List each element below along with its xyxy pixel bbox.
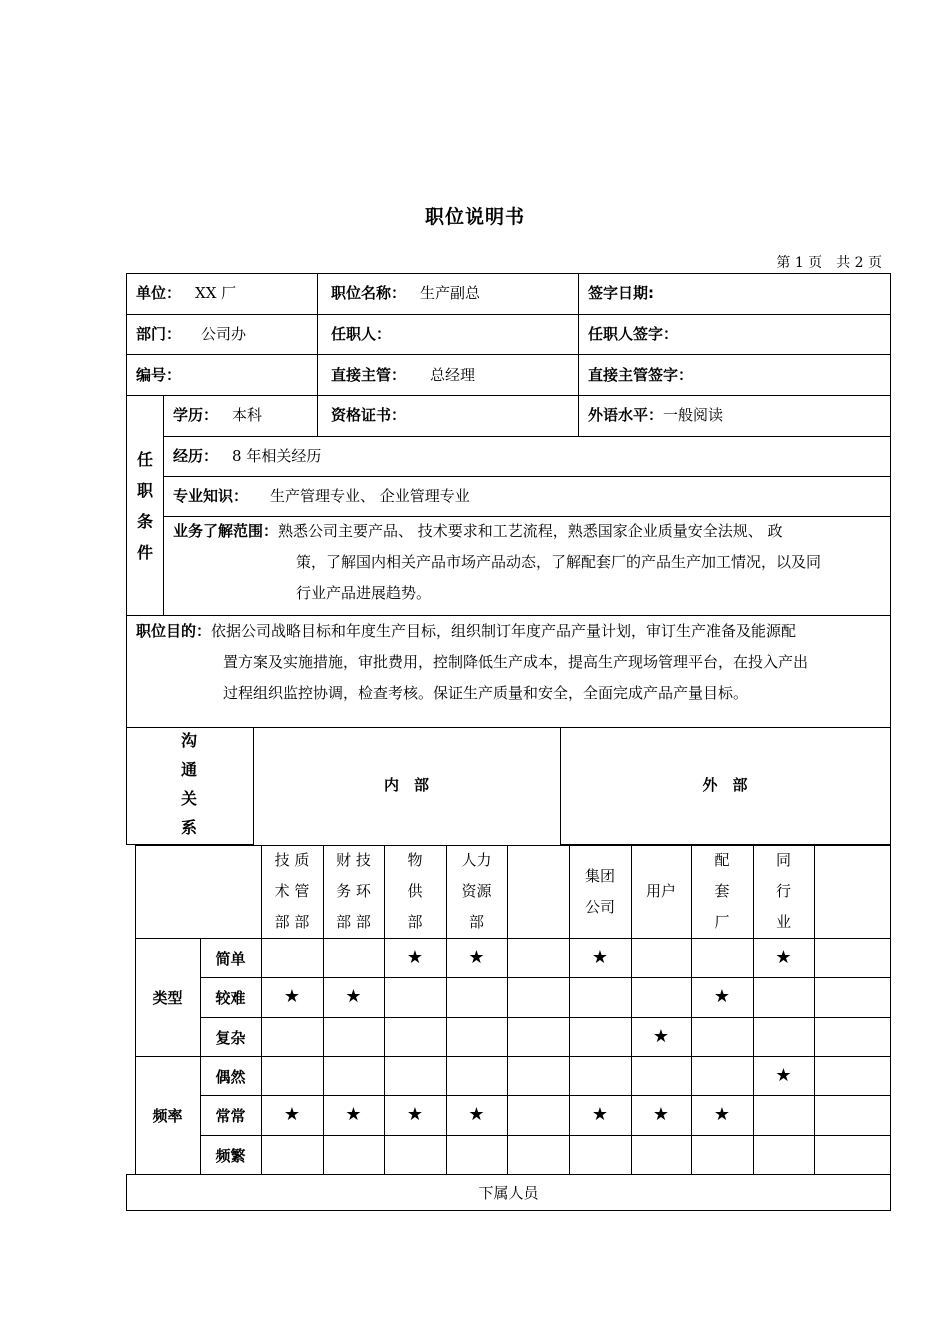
column-header: 术 管 — [274, 882, 310, 900]
purpose-label: 职位目的： — [136, 622, 212, 640]
language-label: 外语水平： — [588, 406, 664, 424]
dept-label: 部门： — [136, 325, 182, 343]
side-char: 职 — [136, 481, 153, 500]
experience-value: 8 年相关经历 — [232, 447, 322, 465]
column-header: 人力 — [461, 851, 492, 869]
experience-label: 经历： — [173, 447, 219, 465]
column-header: 部 部 — [274, 913, 310, 931]
star-mark: ★ — [468, 946, 485, 968]
column-header: 公司 — [584, 898, 615, 916]
code-label: 编号： — [136, 366, 182, 384]
comm-side-char: 关 — [180, 789, 197, 808]
star-mark: ★ — [283, 1104, 301, 1125]
scope-label: 业务了解范围： — [173, 522, 279, 540]
column-header: 部 部 — [336, 913, 371, 931]
star-mark: ★ — [775, 946, 792, 968]
column-header: 部 — [407, 913, 423, 931]
position-name-label: 职位名称： — [331, 284, 407, 302]
education-value: 本科 — [232, 406, 263, 424]
star-mark: ★ — [468, 1104, 485, 1125]
purpose-line: 置方案及实施措施，审批费用，控制降低生产成本，提高生产现场管理平台，在投入产出 — [223, 653, 809, 671]
column-header: 务 环 — [336, 882, 371, 900]
star-mark: ★ — [713, 986, 731, 1007]
column-header: 业 — [775, 913, 791, 931]
star-mark: ★ — [591, 946, 609, 968]
page-total: 共 2 页 — [836, 255, 882, 271]
column-header: 技 质 — [274, 851, 310, 869]
column-header: 用户 — [645, 882, 676, 900]
knowledge-value: 生产管理专业、 企业管理专业 — [270, 487, 470, 505]
row-label: 较难 — [215, 989, 246, 1007]
column-header: 财 技 — [336, 851, 371, 869]
column-header: 同 — [775, 851, 791, 869]
subordinates-label: 下属人员 — [478, 1184, 539, 1202]
column-header: 套 — [714, 882, 730, 900]
language-value: 一般阅读 — [663, 406, 724, 424]
star-mark: ★ — [406, 1104, 424, 1125]
comm-side-char: 系 — [180, 818, 197, 837]
supervisor-label: 直接主管： — [331, 366, 407, 384]
education-label: 学历： — [173, 406, 219, 424]
internal-label: 内 部 — [383, 776, 429, 794]
sign-date-label: 签字日期: — [588, 284, 654, 302]
supervisor-sign-label: 直接主管签字： — [588, 366, 694, 384]
dept-value: 公司办 — [201, 325, 247, 343]
row-label: 简单 — [215, 949, 246, 968]
column-header: 厂 — [714, 913, 730, 931]
star-mark: ★ — [652, 1104, 670, 1125]
comm-side-char: 通 — [180, 760, 197, 779]
column-header: 配 — [714, 851, 730, 869]
business-scope — [173, 516, 883, 609]
row-label: 常常 — [215, 1107, 246, 1125]
group-label: 类型 — [152, 989, 183, 1007]
certificate-label: 资格证书： — [331, 406, 407, 424]
column-header: 行 — [775, 882, 791, 900]
holder-label: 任职人： — [331, 325, 392, 343]
star-mark: ★ — [345, 986, 362, 1007]
column-header: 资源 — [461, 882, 492, 900]
column-header: 部 — [468, 913, 484, 931]
star-mark: ★ — [652, 1025, 670, 1047]
side-char: 条 — [136, 512, 153, 531]
group-label: 频率 — [152, 1107, 183, 1125]
position-purpose — [136, 616, 886, 709]
scope-line: 行业产品进展趋势。 — [296, 584, 432, 602]
position-name-value: 生产副总 — [420, 284, 481, 302]
page-number — [776, 252, 882, 272]
star-mark: ★ — [406, 946, 424, 968]
external-label: 外 部 — [702, 776, 748, 794]
row-label: 偶然 — [215, 1067, 246, 1086]
knowledge-label: 专业知识： — [173, 487, 249, 505]
scope-line: 熟悉公司主要产品、 技术要求和工艺流程，熟悉国家企业质量安全法规、 政 — [278, 522, 783, 540]
document-title: 职位说明书 — [424, 206, 525, 228]
scope-line: 策，了解国内相关产品市场产品动态，了解配套厂的产品生产加工情况，以及同 — [296, 553, 822, 571]
column-header: 物 — [407, 851, 423, 869]
page-current: 第 1 页 — [776, 255, 823, 271]
star-mark: ★ — [283, 986, 301, 1007]
star-mark: ★ — [775, 1064, 792, 1086]
unit-label: 单位： — [136, 284, 182, 302]
star-mark: ★ — [345, 1104, 362, 1125]
row-label: 复杂 — [215, 1028, 246, 1047]
unit-value: XX 厂 — [195, 284, 237, 302]
side-char: 任 — [136, 450, 153, 469]
holder-sign-label: 任职人签字： — [588, 325, 679, 343]
purpose-line: 过程组织监控协调，检查考核。保证生产质量和安全，全面完成产品产量目标。 — [223, 684, 749, 702]
supervisor-value: 总经理 — [430, 366, 476, 384]
comm-side-char: 沟 — [180, 731, 197, 750]
purpose-line: 依据公司战略目标和年度生产目标，组织制订年度产品产量计划，审订生产准备及能源配 — [211, 622, 797, 640]
column-header: 集团 — [584, 867, 615, 885]
row-label: 频繁 — [215, 1146, 246, 1165]
star-mark: ★ — [713, 1104, 731, 1125]
side-char: 件 — [136, 543, 153, 562]
column-header: 供 — [407, 882, 423, 900]
star-mark: ★ — [591, 1104, 609, 1125]
